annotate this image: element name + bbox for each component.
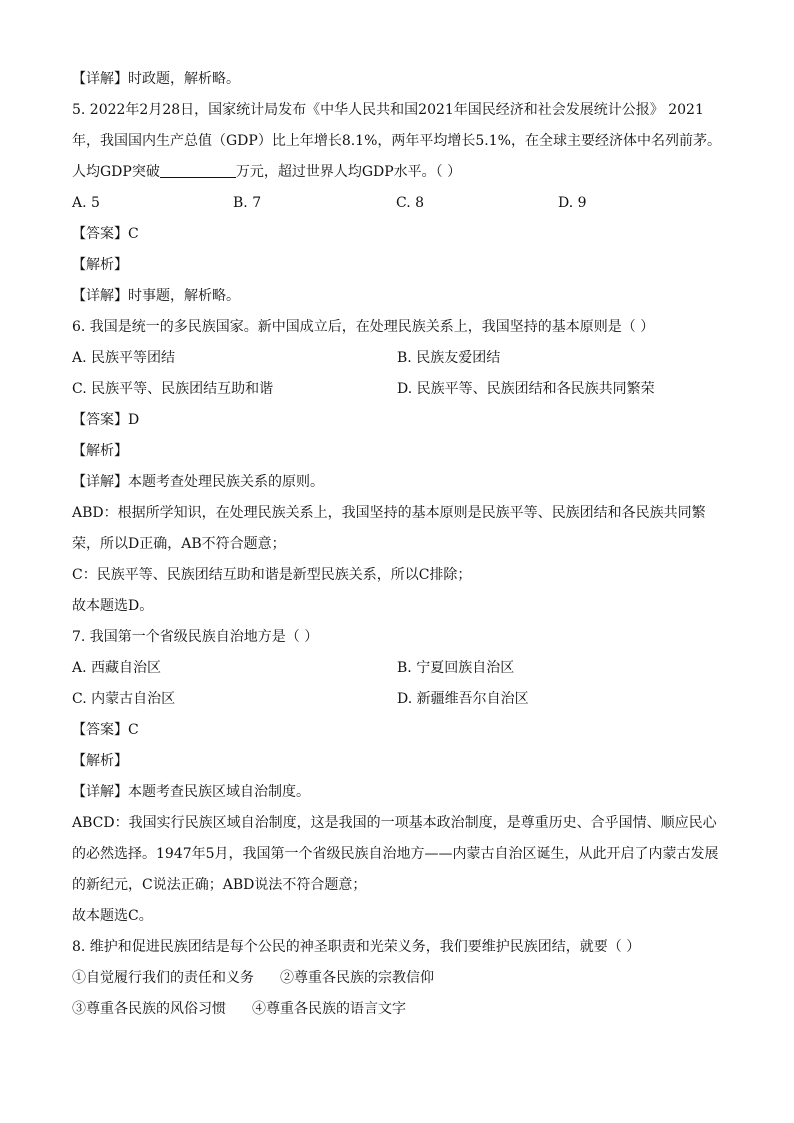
option-c: C. 内蒙古自治区 <box>72 691 176 707</box>
option-a: A. 5 <box>72 195 100 211</box>
option-d: D. 民族平等、民族团结和各民族共同繁荣 <box>397 381 655 397</box>
option-d: D. 新疆维吾尔自治区 <box>397 691 529 707</box>
document-page <box>72 64 722 1025</box>
analysis-heading: 【解析】 <box>72 753 128 769</box>
statement-3: ③尊重各民族的风俗习惯 <box>72 1001 226 1017</box>
answer-line: 【答案】D <box>72 412 140 428</box>
question-5-prefix: 人均GDP突破 <box>72 164 160 180</box>
conclusion-line: 故本题选D。 <box>72 598 154 614</box>
option-a: A. 西藏自治区 <box>72 660 162 676</box>
statement-1: ①自觉履行我们的责任和义务 <box>72 970 254 986</box>
question-7-options-row-2 <box>72 684 722 715</box>
analysis-heading: 【解析】 <box>72 257 128 273</box>
explanation-line: 【详解】时政题，解析略。 <box>72 71 240 87</box>
question-7-options-row-1 <box>72 653 722 684</box>
explanation-abcd-cont: 的必然选择。1947年5月，我国第一个省级民族自治地方——内蒙古自治区诞生，从此开启了内蒙古发展 <box>72 846 719 862</box>
question-7-text: 7. 我国第一个省级民族自治地方是（ ） <box>72 629 319 645</box>
option-b: B. 7 <box>233 195 262 211</box>
option-a: A. 民族平等团结 <box>72 350 176 366</box>
question-5-options <box>72 188 722 219</box>
fill-in-blank <box>160 161 236 178</box>
explanation-abcd: ABCD：我国实行民族区域自治制度，这是我国的一项基本政治制度，是尊重历史、合乎国情、顺应民心 <box>72 815 717 831</box>
explanation-abd-cont: 荣，所以D正确，AB不符合题意； <box>72 536 286 552</box>
question-6-options-row-1 <box>72 343 722 374</box>
explanation-c: C：民族平等、民族团结互助和谐是新型民族关系，所以C排除； <box>72 567 472 583</box>
conclusion-line: 故本题选C。 <box>72 908 153 924</box>
explanation-abcd-end: 的新纪元，C说法正确；ABD说法不符合题意； <box>72 877 367 893</box>
option-b: B. 民族友爱团结 <box>397 350 501 366</box>
question-8-statements-row-2 <box>72 994 722 1025</box>
option-c: C. 民族平等、民族团结互助和谐 <box>72 381 274 397</box>
option-c: C. 8 <box>396 195 425 211</box>
explanation-abd: ABD：根据所学知识，在处理民族关系上，我国坚持的基本原则是民族平等、民族团结和各民族共同繁 <box>72 505 706 521</box>
question-5-blank-line <box>72 157 722 188</box>
question-6-text: 6. 我国是统一的多民族国家。新中国成立后，在处理民族关系上，我国坚持的基本原则是（ ） <box>72 319 655 335</box>
question-8-text: 8. 维护和促进民族团结是每个公民的神圣职责和光荣义务，我们要维护民族团结，就要（ ） <box>72 939 641 955</box>
question-8-statements-row-1 <box>72 963 722 994</box>
question-6-options-row-2 <box>72 374 722 405</box>
option-b: B. 宁夏回族自治区 <box>397 660 515 676</box>
analysis-heading: 【解析】 <box>72 443 128 459</box>
option-d: D. 9 <box>558 195 587 211</box>
answer-line: 【答案】C <box>72 722 139 738</box>
question-5-text: 5. 2022年2月28日，国家统计局发布《中华人民共和国2021年国民经济和社会发展统计公报》 2021 <box>72 102 704 118</box>
explanation-line: 【详解】本题考查民族区域自治制度。 <box>72 784 310 800</box>
statement-2: ②尊重各民族的宗教信仰 <box>280 970 434 986</box>
statement-4: ④尊重各民族的语言文字 <box>252 1001 406 1017</box>
question-5-text-cont: 年，我国国内生产总值（GDP）比上年增长8.1%，两年平均增长5.1%，在全球主要经济体中名列前茅。 <box>72 133 721 149</box>
explanation-line: 【详解】时事题，解析略。 <box>72 288 240 304</box>
question-5-suffix: 万元，超过世界人均GDP水平。（ ） <box>235 164 462 180</box>
answer-line: 【答案】C <box>72 226 139 242</box>
explanation-line: 【详解】本题考查处理民族关系的原则。 <box>72 474 324 490</box>
